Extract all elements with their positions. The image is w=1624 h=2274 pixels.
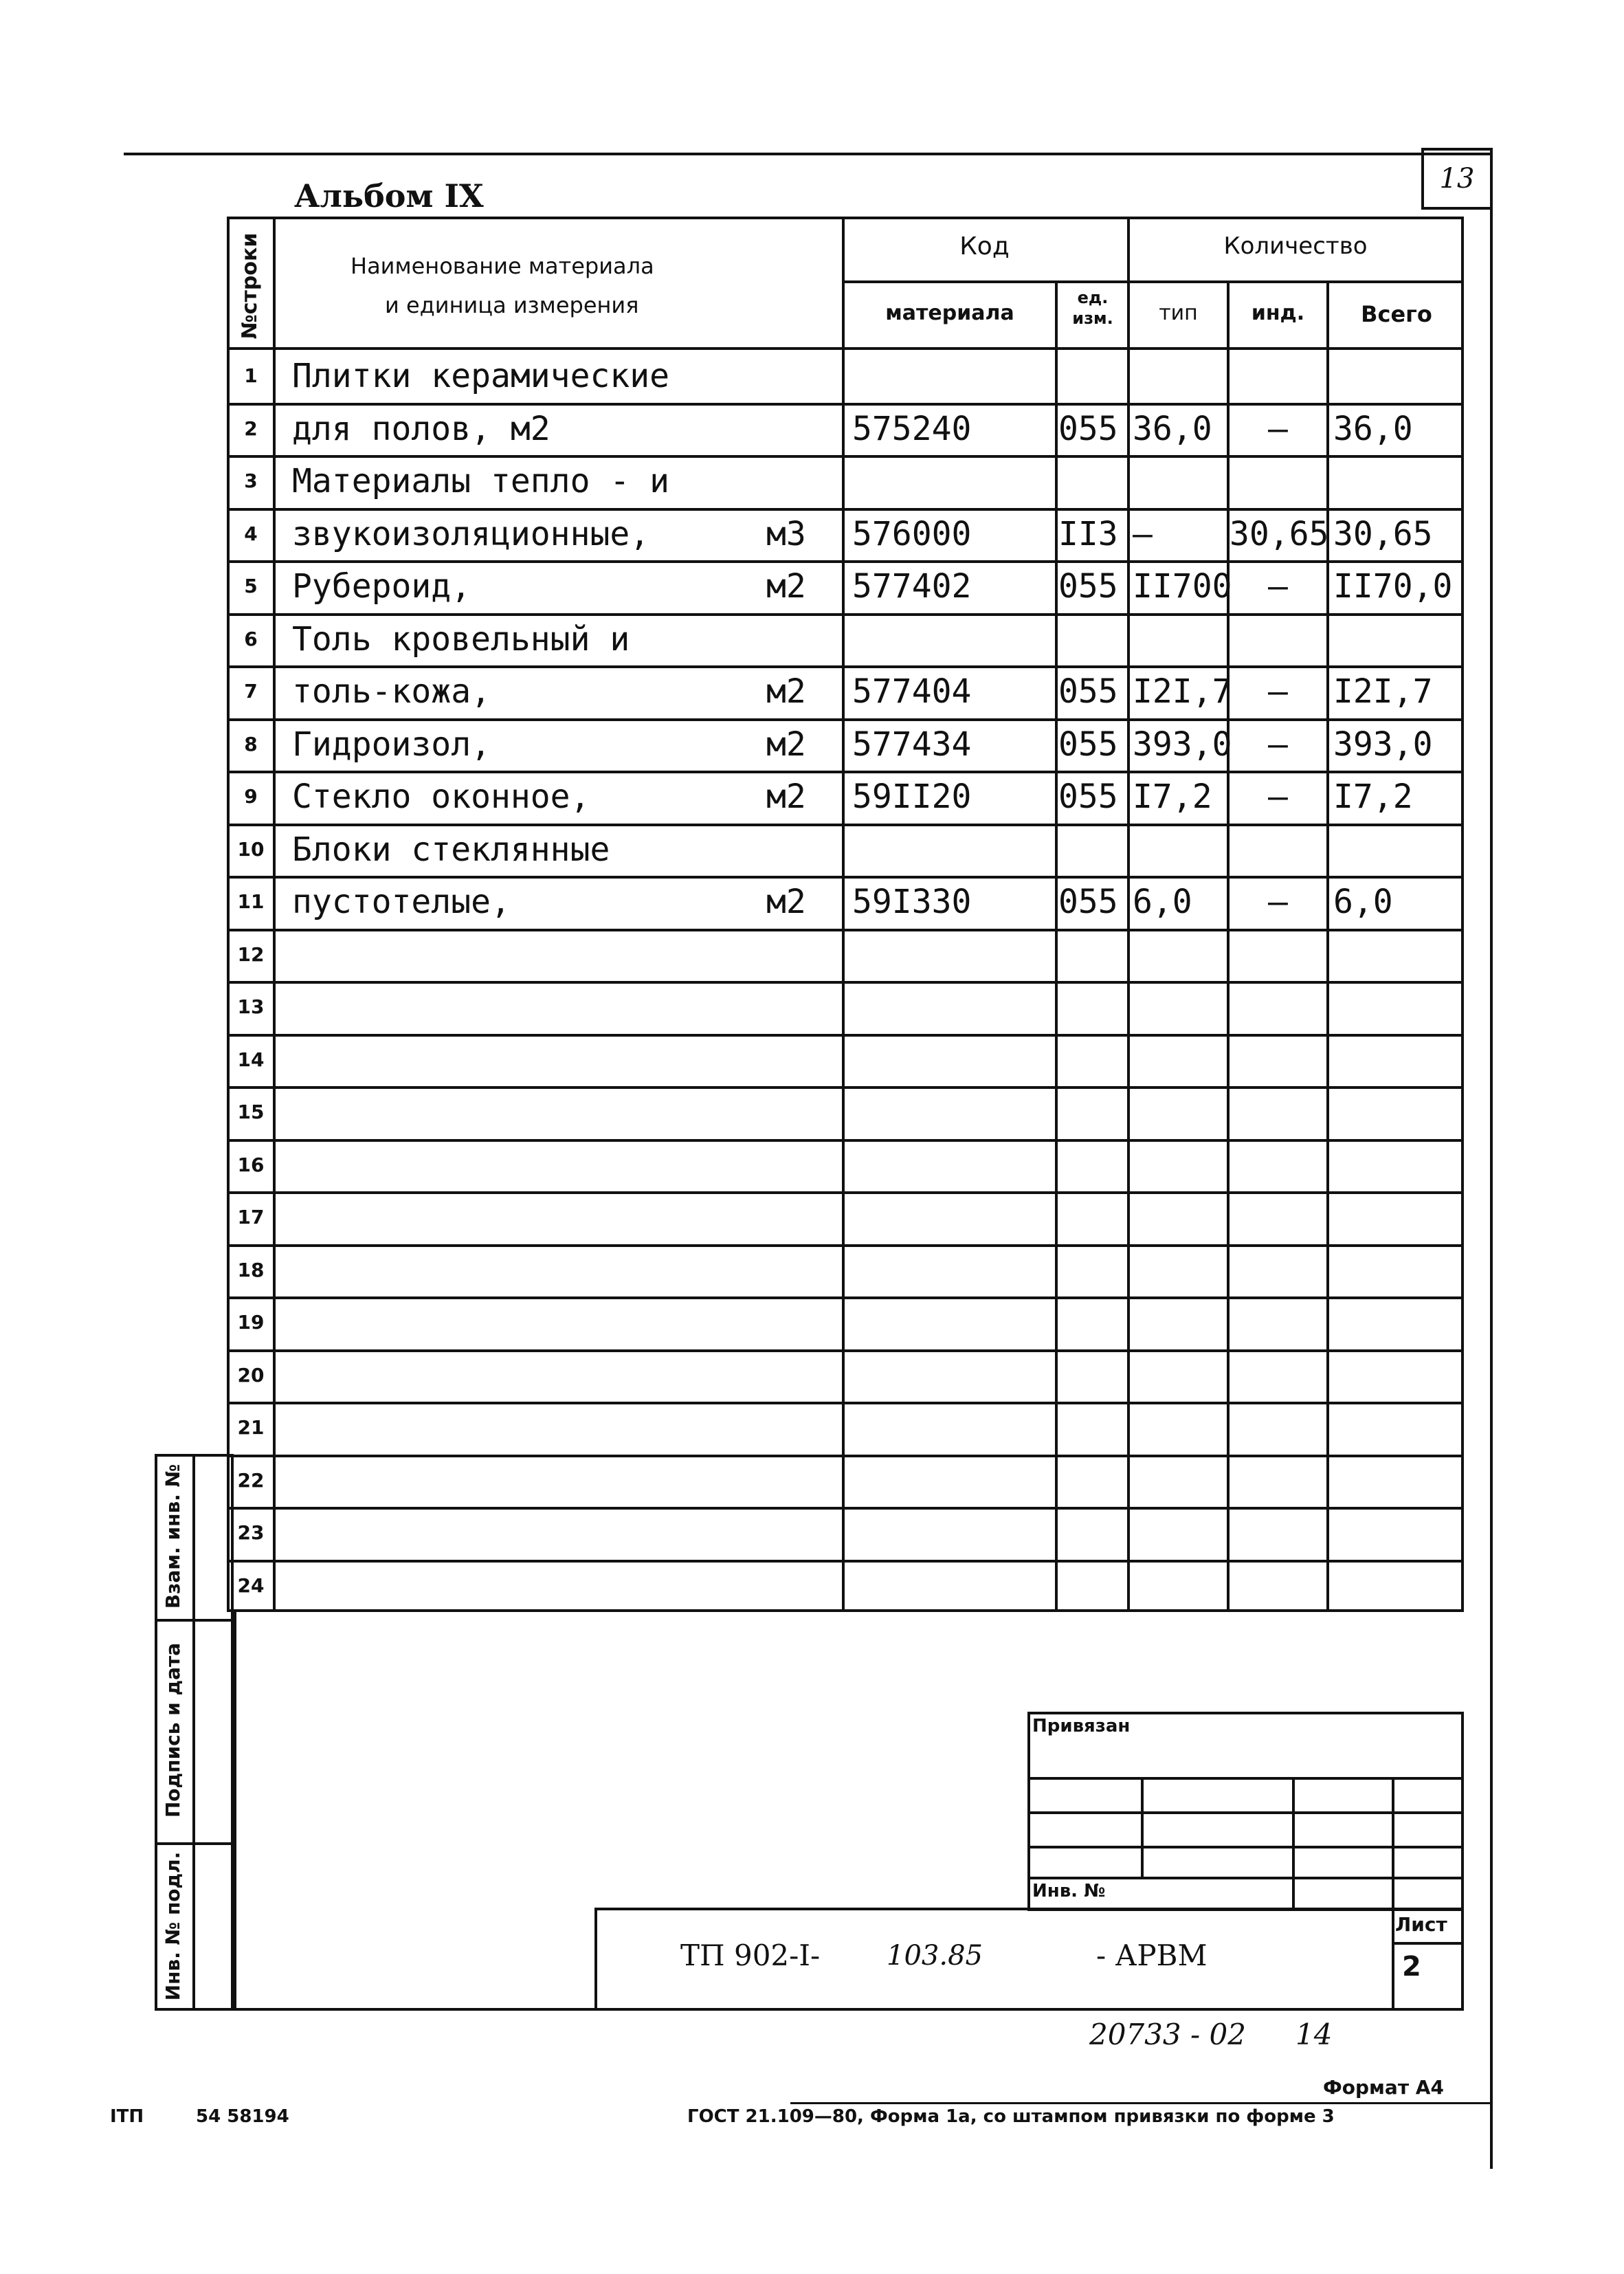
designation-handwritten: 103.85 <box>887 1940 983 1972</box>
row-qty-type <box>1133 455 1227 507</box>
privyazan-line-2 <box>1027 1811 1464 1814</box>
col-line-unitcode <box>1055 280 1058 1612</box>
row-material-name <box>292 1402 773 1454</box>
row-unit-code <box>1058 981 1127 1033</box>
page-number-box <box>1421 148 1493 210</box>
row-qty-total <box>1333 824 1464 876</box>
row-material-code <box>852 1191 1055 1244</box>
lower-area-bottom-line <box>155 2008 598 2011</box>
row-qty-type: 36,0 <box>1133 410 1212 448</box>
row-qty-total <box>1333 1349 1464 1402</box>
row-qty-ind: — <box>1268 410 1288 448</box>
row-unit-code <box>1058 1191 1127 1244</box>
row-unit-code <box>1058 1402 1127 1454</box>
privyazan-label: Привязан <box>1032 1716 1131 1736</box>
row-qty-type: — <box>1133 515 1153 553</box>
row-unit: м3 <box>766 515 806 553</box>
row-unit <box>766 1507 842 1559</box>
row-unit <box>766 1139 842 1191</box>
header-sub-line <box>842 280 1464 283</box>
row-qty-ind: — <box>1268 567 1288 606</box>
col-header-qty-ind: инд. <box>1251 301 1305 325</box>
row-unit-code <box>1058 929 1127 981</box>
privyazan-line-4 <box>1027 1877 1464 1879</box>
row-number: 7 <box>244 680 258 703</box>
row-qty-total: 393,0 <box>1333 725 1433 764</box>
row-material-name: Гидроизол, <box>292 725 491 764</box>
row-material-code: 59II20 <box>852 777 972 816</box>
row-unit-code <box>1058 455 1127 507</box>
row-qty-type: 6,0 <box>1133 883 1192 921</box>
row-material-name <box>292 1507 773 1559</box>
row-qty-ind: — <box>1268 777 1288 816</box>
row-number: 3 <box>244 470 258 492</box>
row-unit-code <box>1058 1455 1127 1507</box>
row-qty-total: I7,2 <box>1333 777 1413 816</box>
row-unit-code: 055 <box>1058 777 1118 816</box>
privyazan-vline-3 <box>1392 1777 1394 1911</box>
row-unit-code: II3 <box>1058 515 1118 553</box>
row-unit <box>766 1296 842 1349</box>
row-material-code <box>852 1296 1055 1349</box>
row-material-name <box>292 929 773 981</box>
row-qty-total <box>1333 1086 1464 1138</box>
row-material-name: пустотелые, <box>292 883 511 921</box>
row-material-name <box>292 1349 773 1402</box>
row-qty-type: 393,0 <box>1133 725 1232 764</box>
row-qty-ind: — <box>1268 672 1288 711</box>
row-qty-type: I7,2 <box>1133 777 1212 816</box>
designation-suffix: - АРВМ <box>1096 1939 1208 1972</box>
row-unit: м2 <box>766 567 806 606</box>
row-material-code <box>852 350 1055 402</box>
row-material-name: Рубероид, <box>292 567 471 606</box>
row-unit-code: 055 <box>1058 567 1118 606</box>
row-number: 1 <box>244 364 258 387</box>
row-unit <box>766 455 842 507</box>
col-line-total <box>1326 280 1329 1612</box>
row-qty-type <box>1133 1296 1227 1349</box>
row-material-code: 577404 <box>852 672 972 711</box>
row-qty-ind <box>1230 1244 1326 1296</box>
row-qty-type <box>1133 824 1227 876</box>
row-qty-total: 30,65 <box>1333 515 1433 553</box>
bottom-frame-line <box>790 2102 1491 2104</box>
row-number: 22 <box>237 1469 265 1492</box>
format-label: Формат А4 <box>1323 2076 1444 2099</box>
right-frame-line <box>1490 210 1493 2169</box>
row-material-name <box>292 1455 773 1507</box>
row-material-code <box>852 929 1055 981</box>
side-stamp-line-1 <box>155 1619 234 1622</box>
row-unit-code <box>1058 1349 1127 1402</box>
row-qty-ind <box>1230 1507 1326 1559</box>
row-number: 10 <box>237 838 265 861</box>
row-unit-code <box>1058 1139 1127 1191</box>
top-border-line <box>124 153 1493 155</box>
row-qty-ind <box>1230 1402 1326 1454</box>
row-qty-total <box>1333 613 1464 665</box>
col-header-qty-total: Всего <box>1361 301 1432 327</box>
row-number: 11 <box>237 890 265 913</box>
row-qty-type <box>1133 1034 1227 1086</box>
row-material-name <box>292 1296 773 1349</box>
row-unit-code <box>1058 1507 1127 1559</box>
row-qty-ind <box>1230 613 1326 665</box>
row-unit: м2 <box>766 672 806 711</box>
row-unit: м2 <box>766 883 806 921</box>
row-material-name <box>292 1244 773 1296</box>
row-material-code: 575240 <box>852 410 972 448</box>
row-unit <box>766 350 842 402</box>
row-qty-ind <box>1230 1560 1326 1612</box>
sheet-value: 2 <box>1402 1951 1421 1983</box>
row-qty-type <box>1133 350 1227 402</box>
row-unit-code <box>1058 350 1127 402</box>
sheet-label: Лист <box>1395 1913 1447 1936</box>
row-qty-ind <box>1230 1086 1326 1138</box>
row-qty-type <box>1133 1349 1227 1402</box>
row-material-code <box>852 981 1055 1033</box>
row-qty-total: I2I,7 <box>1333 672 1433 711</box>
row-material-name <box>292 981 773 1033</box>
row-number: 16 <box>237 1153 265 1176</box>
privyazan-line-1 <box>1027 1777 1464 1780</box>
row-qty-ind <box>1230 1191 1326 1244</box>
row-qty-type <box>1133 1139 1227 1191</box>
designation-sheet-divider <box>1392 1908 1394 2011</box>
row-qty-ind <box>1230 1455 1326 1507</box>
row-number: 2 <box>244 417 258 440</box>
row-qty-total: 36,0 <box>1333 410 1413 448</box>
row-material-name <box>292 1191 773 1244</box>
row-number: 23 <box>237 1521 265 1544</box>
row-number: 5 <box>244 575 258 597</box>
row-unit-code: 055 <box>1058 725 1118 764</box>
row-unit-code <box>1058 1086 1127 1138</box>
privyazan-vline-2 <box>1292 1777 1295 1911</box>
row-unit-code: 055 <box>1058 883 1118 921</box>
row-qty-ind <box>1230 1296 1326 1349</box>
designation-prefix: ТП 902-I- <box>680 1939 821 1972</box>
row-qty-ind: — <box>1268 883 1288 921</box>
row-material-name: Стекло оконное, <box>292 777 590 816</box>
inv-no-label: Инв. № <box>1032 1881 1106 1901</box>
row-material-code <box>852 1086 1055 1138</box>
row-qty-total <box>1333 1191 1464 1244</box>
row-unit-code: 055 <box>1058 410 1118 448</box>
row-unit-code <box>1058 1034 1127 1086</box>
row-number: 13 <box>237 995 265 1018</box>
row-qty-type: II700 <box>1133 567 1232 606</box>
row-qty-total: II70,0 <box>1333 567 1453 606</box>
row-material-name: толь-кожа, <box>292 672 491 711</box>
row-material-code <box>852 1034 1055 1086</box>
handwritten-sheet-number: 14 <box>1295 2018 1333 2051</box>
row-qty-ind: — <box>1268 725 1288 764</box>
side-stamp-vzam-inv: Взам. инв. № <box>162 1464 184 1609</box>
row-material-code <box>852 1244 1055 1296</box>
row-qty-ind <box>1230 1139 1326 1191</box>
row-material-code <box>852 1507 1055 1559</box>
row-material-name: звукоизоляционные, <box>292 515 650 553</box>
row-unit-code <box>1058 1296 1127 1349</box>
privyazan-vline-1 <box>1141 1777 1144 1877</box>
row-qty-type <box>1133 1560 1227 1612</box>
row-qty-total <box>1333 350 1464 402</box>
row-material-name <box>292 1139 773 1191</box>
row-unit: м2 <box>766 777 806 816</box>
row-number: 18 <box>237 1259 265 1281</box>
handwritten-archive-number: 20733 - 02 <box>1089 2018 1246 2051</box>
row-number: 17 <box>237 1206 265 1228</box>
row-material-name: Блоки стеклянные <box>292 830 610 869</box>
row-unit-code <box>1058 613 1127 665</box>
col-header-quantity: Количество <box>1223 232 1368 260</box>
side-stamp-inv-podl: Инв. № подл. <box>162 1851 184 2001</box>
row-unit: м2 <box>766 725 806 764</box>
row-unit <box>766 1191 842 1244</box>
row-number: 9 <box>244 785 258 808</box>
row-unit <box>766 1086 842 1138</box>
row-number: 15 <box>237 1101 265 1123</box>
row-qty-type: I2I,7 <box>1133 672 1232 711</box>
row-unit-code <box>1058 1244 1127 1296</box>
row-material-name: Толь кровельный и <box>292 620 630 659</box>
row-material-code <box>852 455 1055 507</box>
row-material-code: 577402 <box>852 567 972 606</box>
row-qty-ind <box>1230 455 1326 507</box>
col-header-row-number: №строки <box>238 232 262 340</box>
row-unit-code <box>1058 1560 1127 1612</box>
row-unit <box>766 1455 842 1507</box>
row-qty-type <box>1133 1402 1227 1454</box>
row-material-code: 576000 <box>852 515 972 553</box>
row-qty-type <box>1133 1455 1227 1507</box>
row-number: 12 <box>237 943 265 966</box>
row-qty-total <box>1333 1244 1464 1296</box>
lower-area-left-line <box>234 1612 236 2011</box>
row-qty-ind <box>1230 350 1326 402</box>
row-material-name: Материалы тепло - и <box>292 462 670 500</box>
row-number: 19 <box>237 1311 265 1334</box>
row-unit-code <box>1058 824 1127 876</box>
row-qty-ind <box>1230 1034 1326 1086</box>
row-unit <box>766 929 842 981</box>
col-header-name-line1: Наименование материала <box>351 253 654 279</box>
row-qty-total <box>1333 1034 1464 1086</box>
row-qty-type <box>1133 929 1227 981</box>
row-material-name: для полов, м2 <box>292 410 550 448</box>
privyazan-line-3 <box>1027 1846 1464 1848</box>
row-unit <box>766 1034 842 1086</box>
row-material-code <box>852 1349 1055 1402</box>
row-qty-ind <box>1230 981 1326 1033</box>
row-qty-ind <box>1230 929 1326 981</box>
row-unit <box>766 613 842 665</box>
row-qty-type <box>1133 1086 1227 1138</box>
row-qty-total <box>1333 1296 1464 1349</box>
row-unit-code: 055 <box>1058 672 1118 711</box>
row-material-code <box>852 613 1055 665</box>
row-unit <box>766 981 842 1033</box>
row-number: 8 <box>244 733 258 755</box>
row-unit <box>766 1402 842 1454</box>
row-qty-total <box>1333 1402 1464 1454</box>
row-material-code <box>852 1402 1055 1454</box>
col-header-name-line2: и единица измерения <box>385 292 639 318</box>
row-unit <box>766 1244 842 1296</box>
row-qty-total <box>1333 1560 1464 1612</box>
row-qty-ind <box>1230 1349 1326 1402</box>
row-material-code <box>852 1139 1055 1191</box>
row-number: 21 <box>237 1416 265 1439</box>
row-number: 6 <box>244 628 258 650</box>
row-qty-ind <box>1230 824 1326 876</box>
row-qty-total <box>1333 1507 1464 1559</box>
row-material-name <box>292 1034 773 1086</box>
row-qty-total <box>1333 981 1464 1033</box>
row-material-code: 577434 <box>852 725 972 764</box>
row-number: 24 <box>237 1574 265 1597</box>
col-header-code-unit: ед. изм. <box>1072 288 1113 328</box>
col-header-code: Код <box>959 232 1010 261</box>
row-material-code <box>852 824 1055 876</box>
row-material-code <box>852 1455 1055 1507</box>
footer-gost: ГОСТ 21.109—80, Форма 1а, со штампом привязки по форме 3 <box>687 2106 1335 2127</box>
col-header-qty-type: тип <box>1159 301 1198 325</box>
row-qty-total <box>1333 455 1464 507</box>
row-unit <box>766 403 842 455</box>
row-qty-type <box>1133 981 1227 1033</box>
row-qty-ind: 30,65 <box>1230 515 1329 553</box>
row-qty-type <box>1133 1507 1227 1559</box>
row-number: 4 <box>244 522 258 545</box>
row-material-code <box>852 1560 1055 1612</box>
row-material-name: Плитки керамические <box>292 357 670 395</box>
row-qty-total <box>1333 929 1464 981</box>
row-qty-type <box>1133 1191 1227 1244</box>
designation-sheet-line <box>1392 1942 1464 1945</box>
row-unit <box>766 824 842 876</box>
row-material-code: 59I330 <box>852 883 972 921</box>
footer-left-mark: ІТП <box>110 2106 144 2127</box>
album-title: Альбом IX <box>294 177 484 214</box>
row-material-name <box>292 1086 773 1138</box>
col-header-code-material: материала <box>885 301 1014 325</box>
row-number: 14 <box>237 1048 265 1071</box>
row-qty-type <box>1133 613 1227 665</box>
row-material-name <box>292 1560 773 1612</box>
side-stamp-podpis-data: Подпись и дата <box>162 1642 184 1818</box>
row-unit <box>766 1349 842 1402</box>
row-qty-total <box>1333 1455 1464 1507</box>
row-qty-total <box>1333 1139 1464 1191</box>
row-qty-type <box>1133 1244 1227 1296</box>
row-qty-total: 6,0 <box>1333 883 1393 921</box>
row-number: 20 <box>237 1364 265 1387</box>
footer-order-number: 54 58194 <box>196 2106 289 2127</box>
row-unit <box>766 1560 842 1612</box>
page-number: 13 <box>1439 163 1475 195</box>
side-stamp-divider <box>192 1454 195 2011</box>
